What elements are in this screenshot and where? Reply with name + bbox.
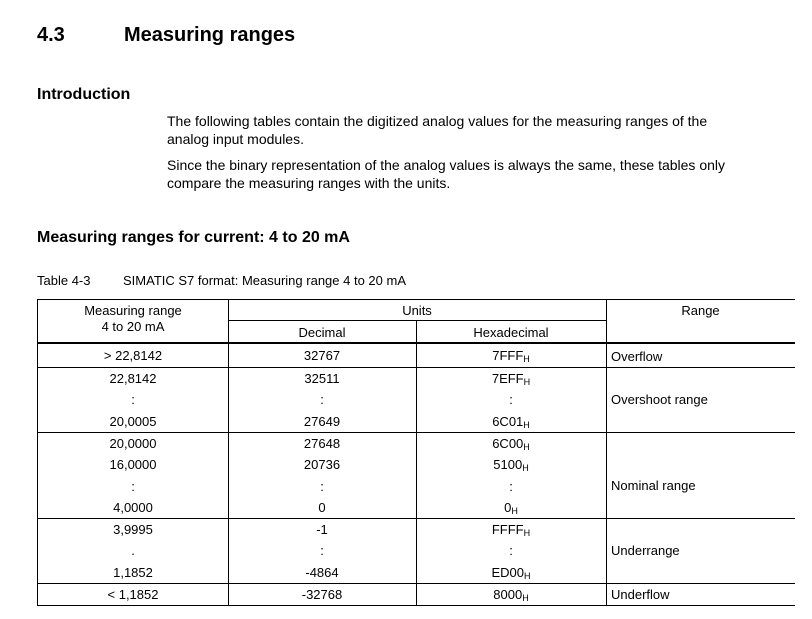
header-units: Units bbox=[402, 303, 432, 318]
cell-hexadecimal bbox=[416, 414, 606, 433]
intro-paragraph-1-line-2: analog input modules. bbox=[167, 131, 304, 147]
cell-measuring-range: 20,0005 bbox=[109, 414, 157, 429]
cell-measuring-range: > 22,8142 bbox=[103, 348, 163, 363]
table-left-border bbox=[37, 299, 38, 606]
hex-suffix: H bbox=[522, 463, 529, 473]
hex-suffix: H bbox=[523, 377, 531, 387]
cell-decimal: -1 bbox=[316, 522, 328, 537]
section-number: 4.3 bbox=[37, 24, 65, 46]
cell-decimal: : bbox=[320, 543, 324, 558]
table-caption-text: SIMATIC S7 format: Measuring range 4 to 20 mA bbox=[123, 273, 406, 288]
hex-suffix: H bbox=[522, 593, 529, 603]
hex-suffix: H bbox=[523, 442, 530, 452]
cell-measuring-range: : bbox=[131, 479, 135, 494]
cell-measuring-range: . bbox=[131, 543, 135, 558]
cell-hexadecimal bbox=[416, 565, 606, 584]
hex-value: 6C00 bbox=[492, 436, 524, 451]
intro-paragraph-2 bbox=[167, 156, 787, 192]
cell-hexadecimal: : bbox=[509, 392, 513, 407]
cell-measuring-range: 16,0000 bbox=[109, 457, 157, 472]
range-nominal: Nominal range bbox=[611, 478, 696, 493]
cell-hexadecimal bbox=[416, 522, 606, 541]
header-hexadecimal: Hexadecimal bbox=[473, 325, 549, 340]
cell-hexadecimal bbox=[416, 436, 606, 455]
col-divider-1 bbox=[228, 299, 229, 606]
range-underflow: Underflow bbox=[611, 587, 670, 602]
cell-decimal: -32768 bbox=[301, 587, 343, 602]
cell-measuring-range: 3,9995 bbox=[113, 522, 153, 537]
cell-measuring-range: 20,0000 bbox=[109, 436, 157, 451]
header-measuring-range-line-1: Measuring range bbox=[84, 303, 182, 318]
introduction-heading: Introduction bbox=[37, 86, 131, 103]
hex-suffix: H bbox=[523, 354, 530, 364]
cell-decimal: 32511 bbox=[304, 371, 340, 386]
cell-decimal: : bbox=[320, 479, 324, 494]
cell-hexadecimal bbox=[416, 457, 606, 476]
intro-paragraph-2-line-1: Since the binary representation of the analog values is always the same, these tables only bbox=[167, 157, 725, 173]
header-decimal: Decimal bbox=[298, 325, 346, 340]
intro-paragraph-2-line-2: compare the measuring ranges with the units. bbox=[167, 175, 451, 191]
cell-hexadecimal bbox=[416, 587, 606, 606]
col-divider-3 bbox=[606, 299, 607, 606]
header-measuring-range-line-2: 4 to 20 mA bbox=[101, 319, 165, 334]
cell-decimal: 20736 bbox=[303, 457, 341, 472]
cell-measuring-range: 22,8142 bbox=[109, 371, 157, 386]
units-separator bbox=[228, 320, 606, 321]
cell-hexadecimal: : bbox=[509, 479, 513, 494]
hex-value: 8000 bbox=[493, 587, 523, 602]
section-title: Measuring ranges bbox=[124, 24, 296, 46]
hex-value: 6C01 bbox=[492, 414, 524, 429]
hex-value: 7FFF bbox=[492, 348, 524, 363]
cell-decimal: : bbox=[320, 392, 324, 407]
hex-value: 7EFF bbox=[491, 371, 524, 386]
range-underrange: Underrange bbox=[611, 543, 680, 558]
hex-value: ED00 bbox=[491, 565, 525, 580]
cell-measuring-range: 4,0000 bbox=[113, 500, 153, 515]
hex-value: 0 bbox=[504, 500, 512, 515]
hex-suffix: H bbox=[523, 420, 530, 430]
cell-hexadecimal bbox=[416, 348, 606, 367]
cell-hexadecimal: : bbox=[509, 543, 513, 558]
cell-decimal: 27649 bbox=[303, 414, 341, 429]
cell-measuring-range: 1,1852 bbox=[113, 565, 153, 580]
intro-paragraph-1 bbox=[167, 112, 787, 148]
cell-measuring-range: < 1,1852 bbox=[107, 587, 159, 602]
hex-suffix: H bbox=[511, 506, 518, 516]
header-range: Range bbox=[681, 303, 720, 318]
cell-hexadecimal bbox=[416, 371, 606, 390]
cell-decimal: 27648 bbox=[303, 436, 341, 451]
subsection-title: Measuring ranges for current: 4 to 20 mA bbox=[37, 229, 350, 246]
hex-value: 5100 bbox=[493, 457, 523, 472]
table-caption-number: Table 4-3 bbox=[37, 273, 91, 288]
range-overflow: Overflow bbox=[611, 349, 663, 364]
table-top-border bbox=[37, 299, 795, 300]
cell-decimal: 0 bbox=[318, 500, 326, 515]
intro-paragraph-1-line-1: The following tables contain the digitized analog values for the measuring ranges of the bbox=[167, 113, 708, 129]
header-measuring-range bbox=[38, 303, 228, 335]
hex-value: FFFF bbox=[491, 522, 524, 537]
cell-decimal: 32767 bbox=[303, 348, 341, 363]
cell-measuring-range: : bbox=[131, 392, 135, 407]
hex-suffix: H bbox=[524, 571, 531, 581]
cell-decimal: -4864 bbox=[305, 565, 339, 580]
hex-suffix: H bbox=[523, 528, 531, 538]
cell-hexadecimal bbox=[416, 500, 606, 519]
range-overshoot: Overshoot range bbox=[611, 392, 708, 407]
